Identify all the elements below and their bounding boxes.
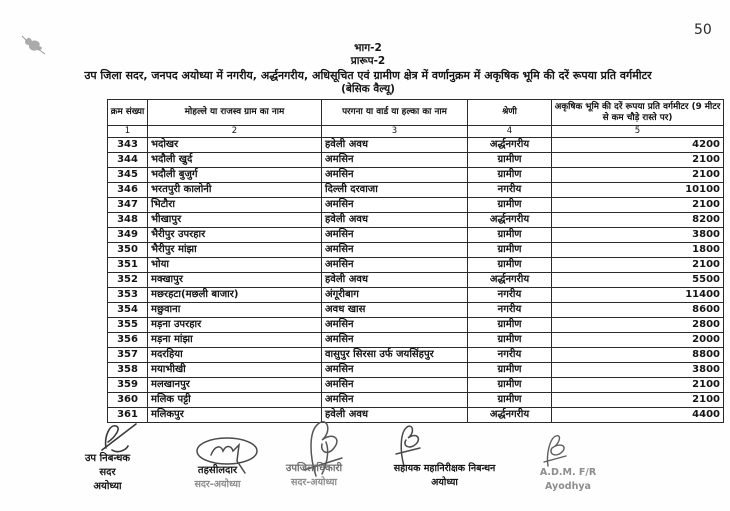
rate-cell: 2800: [552, 318, 724, 333]
serial-cell: 355: [108, 318, 148, 333]
pargana-cell: अमसिन: [322, 153, 468, 168]
serial-cell: 343: [108, 138, 148, 153]
serial-cell: 359: [108, 378, 148, 393]
pargana-cell: हवेली अवध: [322, 408, 468, 423]
signature-block-registrar: [55, 452, 160, 494]
village-name-cell: भैरीपुर मांझा: [148, 243, 322, 258]
rate-cell: 3800: [552, 228, 724, 243]
village-name-cell: भिटौरा: [148, 198, 322, 213]
signature-1-mark: [92, 420, 146, 456]
rate-cell: 2100: [552, 378, 724, 393]
signature-title: उपजिलाधिकारी: [285, 463, 343, 474]
serial-cell: 357: [108, 348, 148, 363]
table-row: [108, 243, 724, 258]
table-body: [108, 138, 724, 423]
rate-cell: 10100: [552, 183, 724, 198]
form-label: प्रारूप-2: [350, 55, 386, 67]
table-row: [108, 198, 724, 213]
table-row: [108, 273, 724, 288]
category-cell: ग्रामीण: [468, 363, 552, 378]
signature-title: तहसीलदार: [197, 465, 238, 476]
table-row: [108, 408, 724, 423]
serial-cell: 356: [108, 333, 148, 348]
signature-5-mark: [540, 432, 570, 468]
signature-place: अयोध्या: [431, 477, 458, 488]
category-cell: ग्रामीण: [468, 318, 552, 333]
table-row: [108, 213, 724, 228]
serial-cell: 350: [108, 243, 148, 258]
table-row: [108, 333, 724, 348]
signature-office: सदर: [99, 467, 116, 478]
village-name-cell: मछरहटा(मछली बाजार): [148, 288, 322, 303]
category-cell: ग्रामीण: [468, 378, 552, 393]
category-cell: ग्रामीण: [468, 393, 552, 408]
header-row: [108, 100, 724, 126]
pargana-cell: अमसिन: [322, 378, 468, 393]
serial-cell: 344: [108, 153, 148, 168]
pargana-cell: अमसिन: [322, 333, 468, 348]
table-row: [108, 183, 724, 198]
pargana-cell: अमसिन: [322, 258, 468, 273]
column-number: 4: [468, 126, 552, 138]
pargana-cell: अवध खास: [322, 303, 468, 318]
serial-cell: 361: [108, 408, 148, 423]
village-name-cell: मक्खापुर: [148, 273, 322, 288]
rate-cell: 4200: [552, 138, 724, 153]
category-cell: नगरीय: [468, 288, 552, 303]
category-cell: ग्रामीण: [468, 243, 552, 258]
pargana-cell: अमसिन: [322, 363, 468, 378]
header-rate: अकृषिक भूमि की दरें रूपया प्रति वर्गमीटर (9 मीटर से कम चौड़े रास्ते पर): [552, 100, 724, 126]
table-row: [108, 258, 724, 273]
village-name-cell: मयाभीखी: [148, 363, 322, 378]
village-name-cell: भदौली खुर्द: [148, 153, 322, 168]
serial-cell: 346: [108, 183, 148, 198]
pargana-cell: अंगूरीबाग: [322, 288, 468, 303]
document-header: [30, 42, 706, 96]
header-village-name: मोहल्ले या राजस्व ग्राम का नाम: [148, 100, 322, 126]
pargana-cell: अमसिन: [322, 243, 468, 258]
table-row: [108, 153, 724, 168]
serial-cell: 354: [108, 303, 148, 318]
serial-cell: 353: [108, 288, 148, 303]
category-cell: नगरीय: [468, 303, 552, 318]
column-number: 5: [552, 126, 724, 138]
category-cell: अर्द्धनगरीय: [468, 273, 552, 288]
pargana-cell: अमसिन: [322, 393, 468, 408]
rate-cell: 2100: [552, 198, 724, 213]
rate-cell: 2100: [552, 153, 724, 168]
village-name-cell: मड़ना उपरहार: [148, 318, 322, 333]
document-subtitle: (बेसिक वैल्यू): [341, 83, 395, 95]
rate-cell: 8600: [552, 303, 724, 318]
signature-title: सहायक महानिरीक्षक निबन्धन: [393, 463, 496, 474]
rate-cell: 2100: [552, 168, 724, 183]
rate-cell: 8200: [552, 213, 724, 228]
document-title: उप जिला सदर, जनपद अयोध्या में नगरीय, अर्द्धनगरीय, अधिसूचित एवं ग्रामीण क्षेत्र में वर्णानुक्रम में अकृषिक भूमि की दरें रूपया प्रति वर्गमीटर: [84, 69, 652, 82]
pargana-cell: दिल्ली दरवाजा: [322, 183, 468, 198]
table-row: [108, 228, 724, 243]
land-rates-table: [107, 99, 724, 423]
header-pargana: परगना या वार्ड या हल्का का नाम: [322, 100, 468, 126]
serial-cell: 352: [108, 273, 148, 288]
pargana-cell: हवेली अवध: [322, 138, 468, 153]
category-cell: ग्रामीण: [468, 168, 552, 183]
rate-cell: 2000: [552, 333, 724, 348]
table-row: [108, 168, 724, 183]
column-number: 2: [148, 126, 322, 138]
table-row: [108, 288, 724, 303]
column-number-row: [108, 126, 724, 138]
signature-block-aig: [372, 462, 517, 490]
village-name-cell: मलिक पट्टी: [148, 393, 322, 408]
table-row: [108, 318, 724, 333]
signature-title: उप निबन्धक: [84, 453, 131, 464]
category-cell: ग्रामीण: [468, 333, 552, 348]
stamp-title: A.D.M. F/R: [539, 467, 597, 478]
table-row: [108, 303, 724, 318]
category-cell: अर्द्धनगरीय: [468, 138, 552, 153]
category-cell: अर्द्धनगरीय: [468, 408, 552, 423]
rate-cell: 2100: [552, 393, 724, 408]
signature-place: सदर-अयोध्या: [194, 479, 241, 490]
serial-cell: 345: [108, 168, 148, 183]
rate-cell: 8800: [552, 348, 724, 363]
page-number: 50: [694, 22, 712, 38]
serial-cell: 360: [108, 393, 148, 408]
rate-cell: 1800: [552, 243, 724, 258]
category-cell: ग्रामीण: [468, 258, 552, 273]
category-cell: ग्रामीण: [468, 153, 552, 168]
table-row: [108, 348, 724, 363]
stamp-place: Ayodhya: [545, 481, 591, 492]
table-header: [108, 100, 724, 138]
rate-cell: 5500: [552, 273, 724, 288]
signature-block-tehsildar: [165, 464, 270, 492]
rate-cell: 2100: [552, 258, 724, 273]
table-row: [108, 378, 724, 393]
table-row: [108, 393, 724, 408]
part-label: भाग-2: [354, 42, 382, 54]
header-category: श्रेणी: [468, 100, 552, 126]
serial-cell: 349: [108, 228, 148, 243]
category-cell: अर्द्धनगरीय: [468, 213, 552, 228]
signature-block-sdm: [260, 462, 368, 490]
village-name-cell: मड़ना मांझा: [148, 333, 322, 348]
village-name-cell: मलखानपुर: [148, 378, 322, 393]
column-number: 1: [108, 126, 148, 138]
serial-cell: 348: [108, 213, 148, 228]
pargana-cell: अमसिन: [322, 168, 468, 183]
village-name-cell: भीखापुर: [148, 213, 322, 228]
village-name-cell: मछुवाना: [148, 303, 322, 318]
signature-block-adm-stamp: [518, 466, 618, 494]
village-name-cell: भैरीपुर उपरहार: [148, 228, 322, 243]
pargana-cell: अमसिन: [322, 318, 468, 333]
village-name-cell: मलिकपुर: [148, 408, 322, 423]
rate-cell: 11400: [552, 288, 724, 303]
pargana-cell: वासुपुर सिरसा उर्फ जयसिंहपुर: [322, 348, 468, 363]
category-cell: नगरीय: [468, 183, 552, 198]
village-name-cell: मदरहिया: [148, 348, 322, 363]
signature-place: अयोध्या: [93, 481, 122, 492]
pargana-cell: हवेली अवध: [322, 213, 468, 228]
table-row: [108, 363, 724, 378]
column-number: 3: [322, 126, 468, 138]
serial-cell: 347: [108, 198, 148, 213]
pargana-cell: अमसिन: [322, 228, 468, 243]
serial-cell: 358: [108, 363, 148, 378]
village-name-cell: भदौली बुजुर्ग: [148, 168, 322, 183]
rate-cell: 4400: [552, 408, 724, 423]
pargana-cell: हवेली अवध: [322, 273, 468, 288]
category-cell: ग्रामीण: [468, 228, 552, 243]
category-cell: ग्रामीण: [468, 198, 552, 213]
table-row: [108, 138, 724, 153]
village-name-cell: भोया: [148, 258, 322, 273]
signature-place: सदर-अयोध्या: [290, 477, 338, 488]
rate-cell: 3800: [552, 363, 724, 378]
village-name-cell: भदोखर: [148, 138, 322, 153]
category-cell: नगरीय: [468, 348, 552, 363]
village-name-cell: भरतपुरी कालोनी: [148, 183, 322, 198]
serial-cell: 351: [108, 258, 148, 273]
pargana-cell: अमसिन: [322, 198, 468, 213]
header-serial: क्रम संख्या: [108, 100, 148, 126]
